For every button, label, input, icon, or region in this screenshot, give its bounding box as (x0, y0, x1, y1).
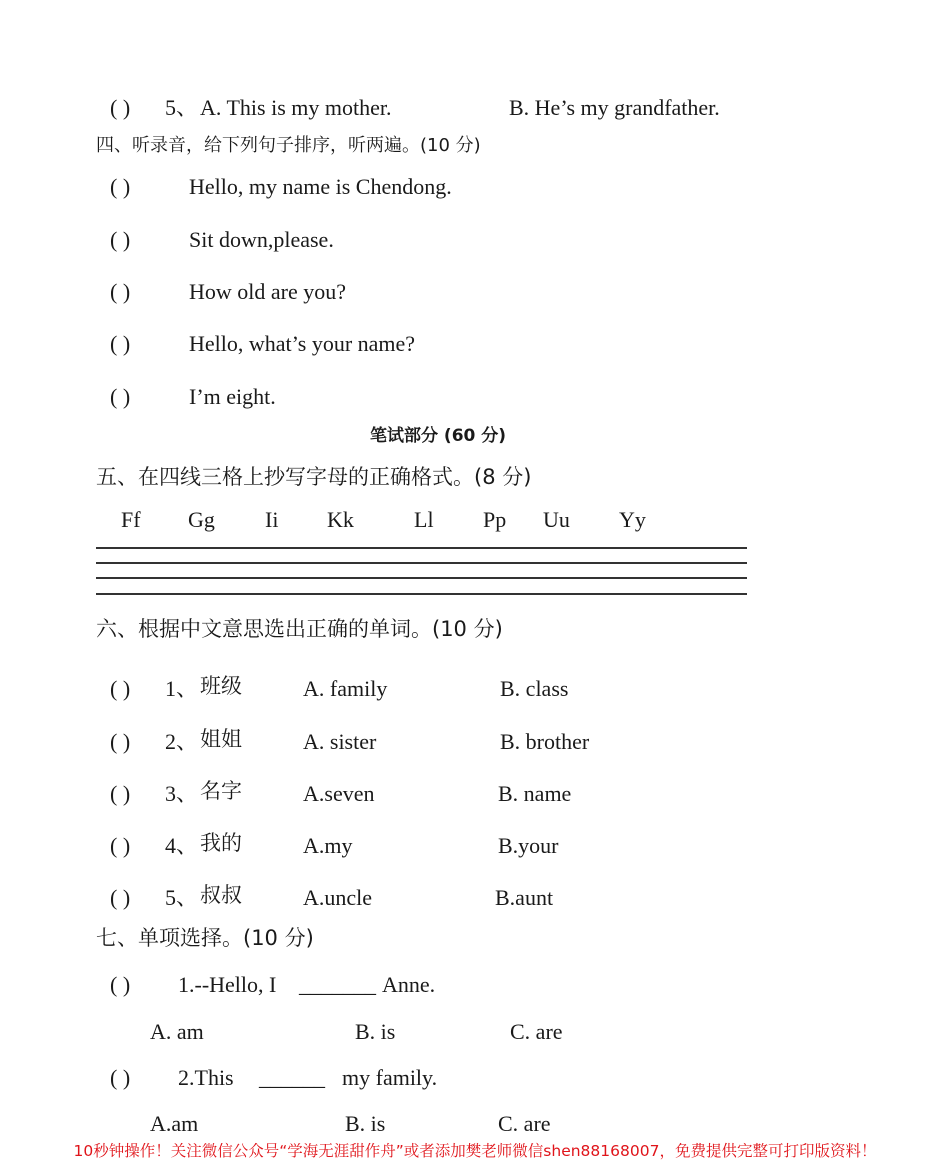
sentence-text: Hello, what’s your name? (189, 331, 416, 356)
chinese-word: 叔叔 (200, 883, 242, 907)
sentence-text: How old are you? (189, 279, 347, 304)
answer-paren: ( ) (110, 1065, 131, 1090)
option-b: B.your (498, 833, 559, 858)
letter-pair: Yy (619, 507, 646, 532)
letter-pair: Pp (483, 507, 507, 532)
chinese-word: 名字 (200, 779, 242, 803)
option-a: A. This is my mother. (200, 95, 392, 120)
chinese-word: 班级 (200, 674, 242, 698)
answer-paren: ( ) (110, 676, 131, 701)
letter-pair: Ff (121, 507, 141, 532)
letter-pair: Gg (188, 507, 215, 532)
option-a: A. am (150, 1019, 204, 1044)
answer-paren: ( ) (110, 781, 131, 806)
letter-pair: Kk (327, 507, 354, 532)
question-number: 1、 (165, 676, 199, 701)
question-number: 3、 (165, 781, 199, 806)
answer-paren: ( ) (110, 885, 131, 910)
option-c: C. are (510, 1019, 563, 1044)
option-a: A.am (150, 1111, 199, 1136)
question-number: 2、 (165, 729, 199, 754)
answer-blank[interactable]: ______ (259, 1065, 325, 1090)
written-part-title: 笔试部分 (60 分) (370, 426, 507, 446)
sentence-text: Sit down,please. (189, 227, 334, 252)
chinese-word: 我的 (200, 831, 242, 855)
question-number: 5、 (165, 885, 199, 910)
question-text-end: my family. (342, 1065, 438, 1090)
question-text: 2.This (178, 1065, 234, 1090)
sentence-text: Hello, my name is Chendong. (189, 174, 452, 199)
letter-pair: Ll (414, 507, 434, 532)
answer-paren: ( ) (110, 331, 131, 356)
option-b: B. brother (500, 729, 590, 754)
section-7-heading: 七、单项选择。(10 分) (96, 926, 314, 950)
option-b: B. is (355, 1019, 396, 1044)
section-4-heading: 四、听录音，给下列句子排序，听两遍。(10 分) (96, 135, 481, 156)
chinese-word: 姐姐 (200, 727, 242, 751)
letter-pair: Ii (265, 507, 279, 532)
answer-paren: ( ) (110, 833, 131, 858)
question-text-end: Anne. (382, 972, 436, 997)
answer-blank[interactable]: _______ (299, 972, 376, 997)
question-number: 5、 (165, 95, 199, 120)
option-b: B. He’s my grandfather. (509, 95, 720, 120)
writing-line (96, 593, 747, 595)
option-c: C. are (498, 1111, 551, 1136)
answer-paren: ( ) (110, 729, 131, 754)
letter-pair: Uu (543, 507, 570, 532)
answer-paren: ( ) (110, 279, 131, 304)
option-a: A.uncle (303, 885, 373, 910)
question-text: 1.--Hello, I (178, 972, 277, 997)
sentence-text: I’m eight. (189, 384, 276, 409)
option-b: B. class (500, 676, 569, 701)
answer-paren: ( ) (110, 384, 131, 409)
option-b: B. name (498, 781, 572, 806)
answer-paren: ( ) (110, 95, 131, 120)
writing-line (96, 547, 747, 549)
promo-footer: 10秒钟操作！关注微信公众号“学海无涯甜作舟”或者添加樊老师微信shen88168007，免费提供完整可打印版资料！ (73, 1142, 877, 1160)
answer-paren: ( ) (110, 227, 131, 252)
writing-line (96, 562, 747, 564)
answer-paren: ( ) (110, 174, 131, 199)
option-b: B. is (345, 1111, 386, 1136)
option-b: B.aunt (495, 885, 554, 910)
answer-paren: ( ) (110, 972, 131, 997)
option-a: A.seven (303, 781, 375, 806)
option-a: A. family (303, 676, 388, 701)
section-5-heading: 五、在四线三格上抄写字母的正确格式。(8 分) (96, 465, 532, 489)
option-a: A. sister (303, 729, 377, 754)
writing-line (96, 577, 747, 579)
question-number: 4、 (165, 833, 199, 858)
option-a: A.my (303, 833, 353, 858)
section-6-heading: 六、根据中文意思选出正确的单词。(10 分) (96, 617, 503, 641)
